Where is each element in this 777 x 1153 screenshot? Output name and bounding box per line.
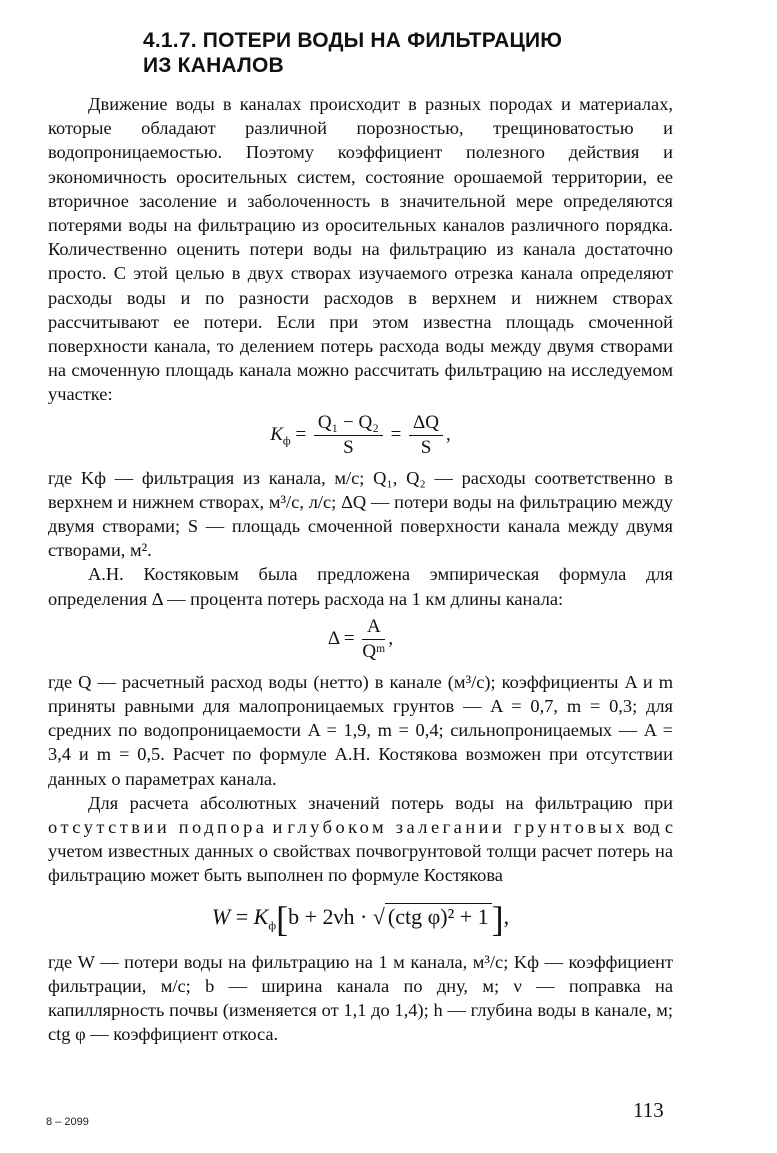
p5-part2: и [267, 817, 288, 838]
paragraph-absolute-losses [48, 791, 673, 888]
formula1-lhs-sub: ф [282, 433, 291, 448]
paragraph-legend-3: где W — потери воды на фильтрацию на 1 м канала, м³/с; Kф — коэффициент фильтрации, м/с; b — ширина канала по дну, м; ν — поправка на капиллярность почвы (изменяется от 1,1 до 1,4); h — глубина воды в канале, м; ctg φ — коэффициент откоса. [48, 951, 673, 1045]
heading-line-1: 4.1.7. ПОТЕРИ ВОДЫ НА ФИЛЬТРАЦИЮ [143, 29, 563, 52]
formula3-lhs: W [211, 903, 231, 929]
formula3-inner: b + 2νh · [288, 903, 368, 929]
formula2-den: Qᵐ [362, 640, 386, 662]
formula2-num: A [362, 615, 385, 640]
paragraph-kostyakov: А.Н. Костяковым была предложена эмпирическая формула для определения Δ — процента потерь расхода на 1 км длины канала: [48, 564, 673, 609]
right-bracket: ] [491, 898, 504, 939]
section-heading [143, 28, 673, 78]
paragraph-legend-2: где Q — расчетный расход воды (нетто) в канале (м³/с); коэффициенты A и m приняты равными для малопроницаемых грунтов — A = 0,7, m = 0,3; для средних по водопроницаемости A = 1,9, m = 0,4; сильнопроницаемых — A = 3,4 и m = 0,5. Расчет по формуле А.Н. Костякова возможен при отсутствии данных о параметрах канала. [48, 671, 673, 789]
filtration-formula: $K_ф$ = $\frac{\text{Q₁ − Q₂}}{S}$ = $\frac{\Delta Q}{S}$ , [270, 411, 451, 458]
left-bracket: [ [276, 898, 289, 939]
formula2-fraction [362, 615, 385, 664]
formula3-k-sub: ф [268, 918, 277, 933]
paragraph-intro: Движение воды в каналах происходит в разных породах и материалах, которые обладают различной порозностью, трещиноватостью и водопроницаемостью. Поэтому коэффициент полезного действия и экономичность оросительных систем, состояние орошаемой территории, ее вторичное засоление и заболоченность в значительной мере определяются потерями воды на фильтрацию из оросительных каналов различного порядка. Количественно оценить потери воды на фильтрацию из канала достаточно просто. С этой целью в двух створах изучаемого отрезка канала определяют расходы воды и по разности расходов в верхнем и нижнем створах рассчитывают ее потери. Если при этом известна площадь смоченной поверхности канала, то делением потерь расхода воды между двумя створами на смоченную площадь канала можно рассчитать фильтрацию на исследуемом участке: [48, 94, 673, 405]
print-code: 8 – 2099 [46, 1116, 89, 1128]
page-number: 113 [633, 1098, 664, 1122]
formula3-radicand: (ctg φ)² + 1 [385, 903, 492, 930]
formula3-k: K [253, 903, 269, 929]
page-content [48, 28, 673, 1047]
formula1-num2: ΔQ [409, 411, 443, 436]
formula1-lhs: K [270, 423, 283, 445]
p5-part3: вод с учетом известных данных о свойствах почвогрунтовой толщи расчет потерь на фильтрацию может быть выполнен по формуле Костякова [48, 817, 673, 886]
formula1-num1: Q₁ − Q₂ [314, 411, 383, 436]
formula1-fraction-2 [409, 411, 443, 460]
p5-spaced2: глубоком залегании грунтовых [287, 817, 629, 838]
heading-line-2: ИЗ КАНАЛОВ [143, 54, 284, 77]
loss-percent-formula: Δ = $\frac{A}{\text{Qᵐ}}$ , [327, 615, 394, 662]
formula2-lhs: Δ [327, 627, 340, 649]
p5-spaced1: отсутствии подпора [48, 817, 268, 838]
kostyakov-formula: $W = K_ф[b + 2\nu h$ · √ (ctg φ)² + 1], [211, 898, 510, 939]
formula1-fraction-1 [314, 411, 383, 460]
paragraph-legend-1: где Kф — фильтрация из канала, м/с; Q₁, Q₂ — расходы соответственно в верхнем и нижнем створах, м³/с, л/с; ΔQ — потери воды на фильтрацию между двумя створами; S — площадь смоченной поверхности канала между двумя створами, м². [48, 467, 673, 561]
formula1-den2: S [420, 436, 432, 458]
p5-part1: Для расчета абсолютных значений потерь воды на фильтрацию при [88, 792, 673, 813]
formula1-den1: S [343, 436, 354, 458]
